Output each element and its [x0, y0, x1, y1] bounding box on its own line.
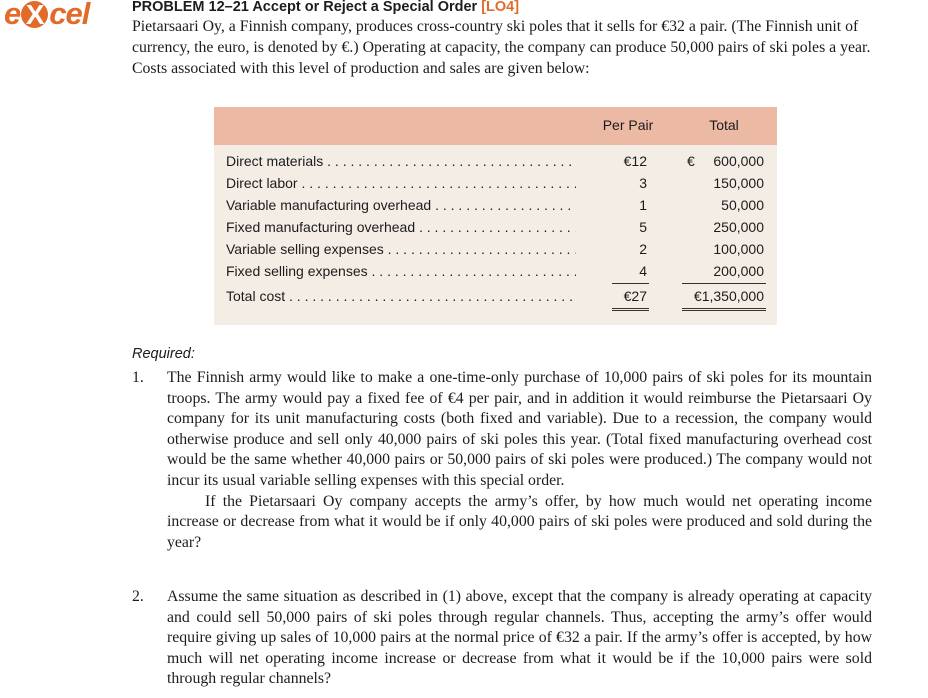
cost-table — [214, 107, 777, 325]
row-label: Direct materials . . . — [226, 153, 576, 169]
excel-logo: e X cel — [4, 0, 90, 31]
requirement-item — [132, 587, 872, 690]
total-value: 250,000 — [713, 219, 764, 235]
per-pair-value: 5 — [639, 219, 647, 235]
column-header-per-pair: Per Pair — [602, 117, 654, 133]
learning-objective: [LO4] — [481, 0, 520, 15]
problem-heading — [132, 0, 519, 15]
total-value: 600,000 — [713, 153, 764, 169]
table-row — [214, 263, 777, 283]
row-label: Variable selling expenses . . . — [226, 241, 576, 257]
item-text: The Finnish army would like to make a one-time-only purchase of 10,000 pairs of ski poles for its mountain troops. The army would pay a fixed fee of €4 per pair, and in addition it would reimburse the Pietarsaari Oy company for its unit manufacturing costs (both fixed and variable). Due to a recession, the company would otherwise produce and sell only 40,000 pairs of ski poles this year. (Total fixed manufacturing overhead cost would be the same whether 40,000 pairs or 50,000 pairs of ski poles were produced.) The company would not incur its usual variable selling expenses with this special order. — [167, 369, 872, 489]
subtotal-rule — [682, 283, 766, 284]
total-double-rule — [682, 308, 766, 311]
table-row — [214, 197, 777, 217]
total-row — [214, 288, 777, 308]
requirement-item — [132, 368, 872, 553]
per-pair-value: 3 — [639, 175, 647, 191]
table-row — [214, 241, 777, 261]
subtotal-rule — [612, 283, 649, 284]
grand-total: €1,350,000 — [693, 288, 764, 304]
column-header-total: Total — [709, 117, 739, 133]
problem-title: PROBLEM 12–21 Accept or Reject a Special Order — [132, 0, 482, 15]
table-row — [214, 219, 777, 239]
total-double-rule — [612, 308, 649, 311]
per-pair-total: €27 — [623, 288, 647, 304]
row-label: Total cost . . . — [226, 288, 576, 304]
item-text: Assume the same situation as described in (1) above, except that the company is already operating at capacity and could sell 50,000 pairs of ski poles through regular channels. Thus, accepting the army’s offer would require giving up sales of 10,000 pairs at the normal price of €32 a pair. If the army’s offer is accepted, by how much will net operating income increase or decrease from what it would be if the 10,000 pairs were sold through regular channels? — [167, 588, 872, 688]
item-number: 1. — [132, 369, 144, 386]
table-row — [214, 175, 777, 195]
item-question: If the Pietarsaari Oy company accepts the army’s offer, by how much would net operating income increase or decrease from what it would be if only 40,000 pairs of ski poles were produced and sold during the year? — [167, 492, 872, 551]
total-value: 200,000 — [713, 263, 764, 279]
per-pair-value: 1 — [639, 197, 647, 213]
total-value: 50,000 — [721, 197, 764, 213]
table-header — [214, 107, 777, 145]
per-pair-value: 2 — [639, 241, 647, 257]
item-number: 2. — [132, 588, 144, 605]
row-label: Fixed manufacturing overhead . . . — [226, 219, 576, 235]
currency-symbol: € — [687, 153, 695, 169]
row-label: Direct labor . . . — [226, 175, 576, 191]
row-label: Fixed selling expenses . . . — [226, 263, 576, 279]
table-row — [214, 153, 777, 173]
row-label: Variable manufacturing overhead . . . — [226, 197, 576, 213]
total-value: 100,000 — [713, 241, 764, 257]
per-pair-value: €12 — [623, 153, 647, 169]
problem-intro: Pietarsaari Oy, a Finnish company, produces cross-country ski poles that it sells for €32 a pair. (The Finnish unit of currency, the euro, is denoted by €.) Operating at capacity, the company can produce 50,000 pairs of ski poles a year. Costs associated with this level of production and sales are given below: — [132, 18, 871, 77]
per-pair-value: 4 — [639, 263, 647, 279]
total-value: 150,000 — [713, 175, 764, 191]
required-heading: Required: — [132, 346, 195, 362]
